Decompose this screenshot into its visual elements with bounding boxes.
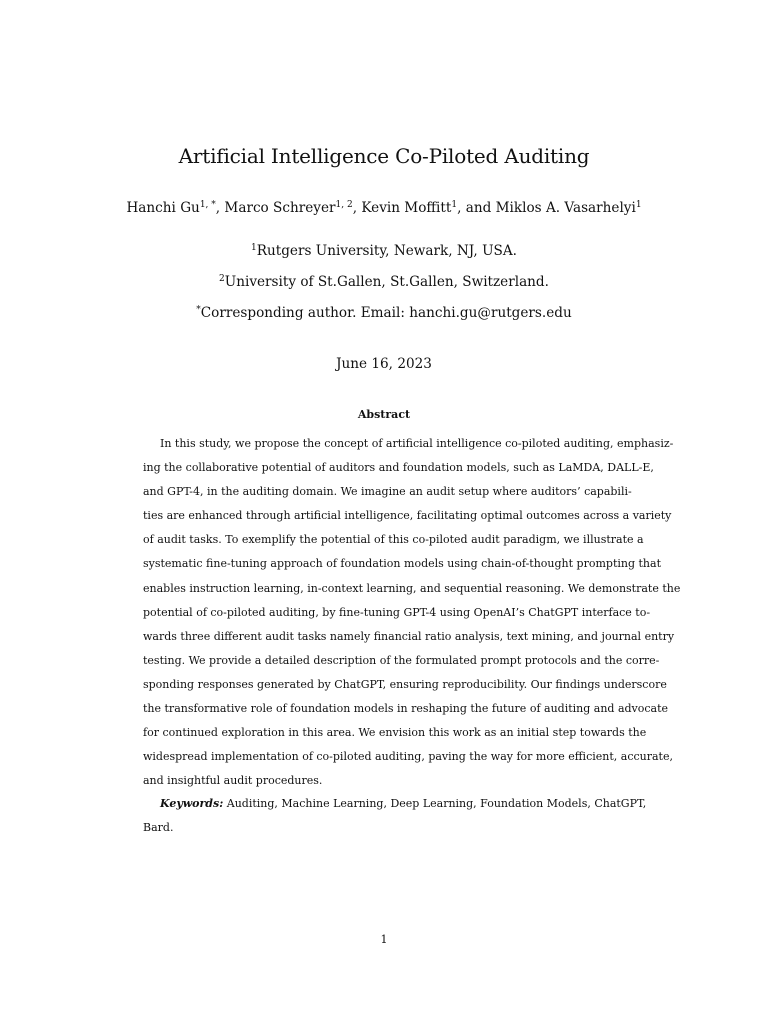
affiliation-text: University of St.Gallen, St.Gallen, Switzerland.: [224, 274, 549, 290]
paper-title: Artificial Intelligence Co-Piloted Auditing: [178, 144, 590, 168]
affiliation-mark: 2: [219, 274, 225, 284]
abstract-line: widespread implementation of co-piloted auditing, paving the way for more efficient, accurate,: [143, 750, 673, 764]
affiliation-mark: *: [196, 305, 201, 315]
keywords-label: Keywords:: [160, 797, 224, 810]
author-list: [0, 200, 768, 216]
author-affiliation-mark: 1: [635, 200, 642, 210]
abstract-line: systematic fine-tuning approach of foundation models using chain-of-thought prompting that: [143, 557, 661, 571]
abstract-line: of audit tasks. To exemplify the potential of this co-piloted audit paradigm, we illustrate a: [143, 533, 644, 547]
abstract-line: testing. We provide a detailed description of the formulated prompt protocols and the corre-: [143, 653, 660, 667]
corresponding-author: [0, 305, 768, 321]
affiliation-text: Rutgers University, Newark, NJ, USA.: [256, 243, 517, 259]
abstract-line: wards three different audit tasks namely financial ratio analysis, text mining, and journal entry: [143, 629, 675, 643]
keywords-text: Auditing, Machine Learning, Deep Learning, Foundation Models, ChatGPT,: [226, 797, 647, 810]
affiliation-text: Corresponding author. Email: hanchi.gu@rutgers.edu: [200, 305, 572, 321]
keywords-line: [143, 792, 647, 816]
abstract-line: sponding responses generated by ChatGPT, ensuring reproducibility. Our findings underscore: [143, 677, 667, 691]
author-affiliation-mark: 1, 2: [335, 200, 353, 210]
publication-date: June 16, 2023: [336, 356, 432, 372]
author-affiliation-mark: 1, *: [199, 200, 216, 210]
author-name: Marco Schreyer: [224, 200, 336, 216]
author-affiliation-mark: 1: [451, 200, 458, 210]
abstract-line: the transformative role of foundation models in reshaping the future of auditing and advocate: [143, 702, 669, 716]
author-name: Hanchi Gu: [126, 200, 200, 216]
abstract-heading: Abstract: [357, 408, 411, 421]
abstract-line: for continued exploration in this area. We envision this work as an initial step towards the: [143, 726, 647, 740]
author-separator: , and: [457, 200, 496, 216]
author-separator: ,: [352, 200, 362, 216]
affiliation-mark: 1: [251, 243, 257, 253]
abstract-line: enables instruction learning, in-context learning, and sequential reasoning. We demonstrate the: [143, 581, 681, 595]
abstract-line: ties are enhanced through artificial intelligence, facilitating optimal outcomes across a variety: [143, 509, 672, 523]
page-number: 1: [380, 933, 388, 946]
author-name: Kevin Moffitt: [361, 200, 452, 216]
abstract-body: [143, 432, 681, 793]
abstract-line: potential of co-piloted auditing, by fine-tuning GPT-4 using OpenAI’s ChatGPT interface to-: [143, 605, 651, 619]
abstract-line: and insightful audit procedures.: [143, 774, 323, 788]
abstract-line: ing the collaborative potential of auditors and foundation models, such as LaMDA, DALL-E,: [143, 461, 654, 475]
author-name: Miklos A. Vasarhelyi: [495, 200, 636, 216]
keywords-section: [143, 792, 647, 840]
abstract-line: and GPT-4, in the auditing domain. We imagine an audit setup where auditors’ capabili-: [143, 485, 632, 499]
author-separator: ,: [215, 200, 225, 216]
keywords-line: Bard.: [143, 821, 174, 835]
affiliation: [0, 274, 768, 290]
affiliation: [0, 243, 768, 259]
abstract-line: In this study, we propose the concept of artificial intelligence co-piloted auditing, emphasiz-: [160, 437, 674, 450]
